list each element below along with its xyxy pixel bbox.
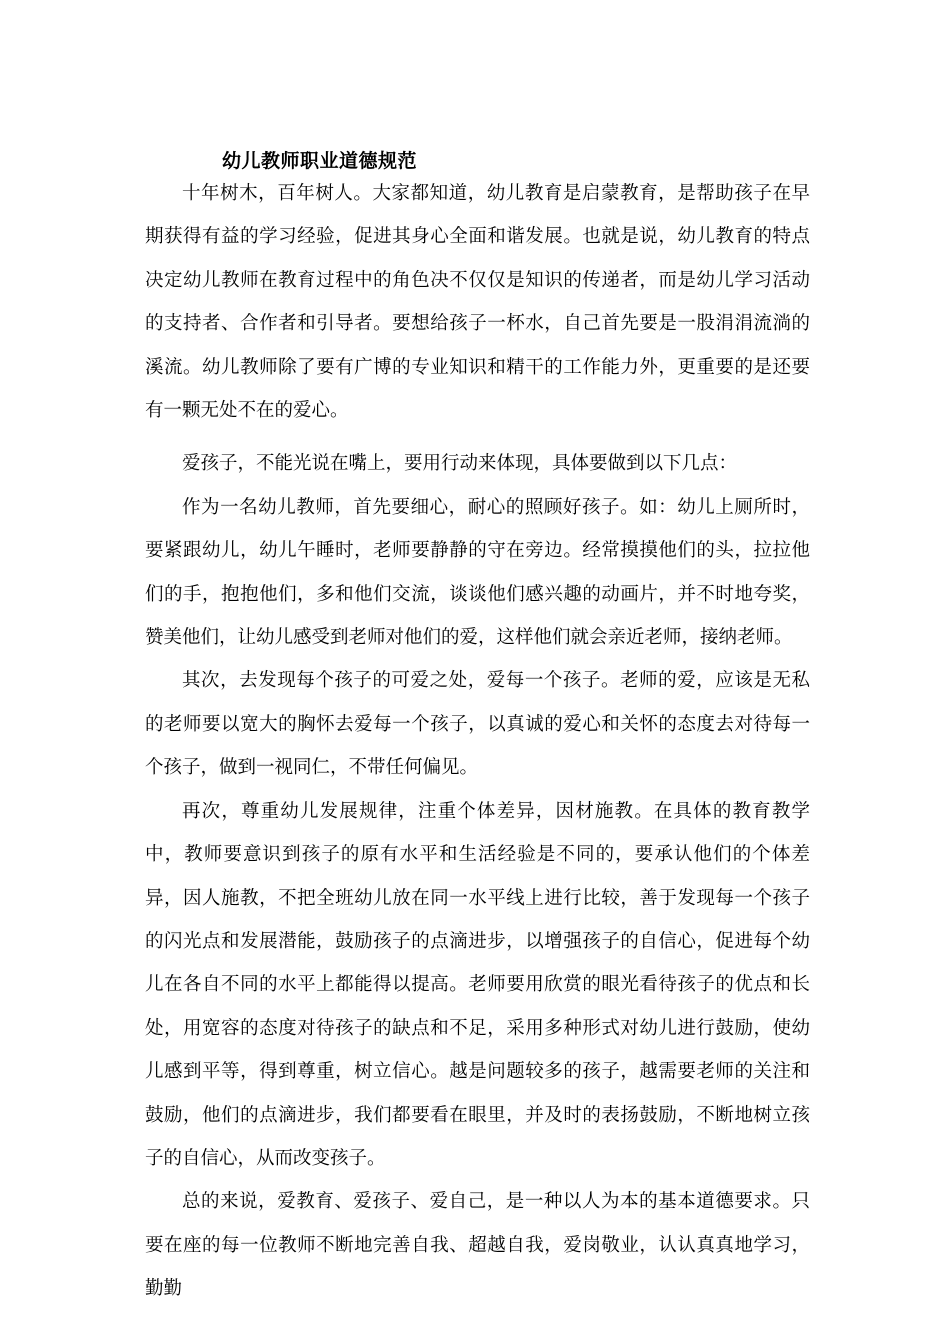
document-title: 幼儿教师职业道德规范 [222, 150, 418, 172]
paragraph-third-point: 再次，尊重幼儿发展规律，注重个体差异，因材施教。在具体的教育教学中，教师要意识到孩子的原有水平和生活经验是不同的，要承认他们的个体差异，因人施教，不把全班幼儿放在同一水平线上进行比较，善于发现每一个孩子的闪光点和发展潜能，鼓励孩子的点滴进步，以增强孩子的自信心，促进每个幼儿在各自不同的水平上都能得以提高。老师要用欣赏的眼光看待孩子的优点和长处，用宽容的态度对待孩子的缺点和不足，采用多种形式对幼儿进行鼓励，使幼儿感到平等，得到尊重，树立信心。越是问题较多的孩子，越需要老师的关注和鼓励，他们的点滴进步，我们都要看在眼里，并及时的表扬鼓励，不断地树立孩子的自信心，从而改变孩子。 [145, 800, 810, 1169]
paragraph-second-point: 其次，去发现每个孩子的可爱之处，爱每一个孩子。老师的爱，应该是无私的老师要以宽大的胸怀去爱每一个孩子，以真诚的爱心和关怀的态度去对待每一个孩子，做到一视同仁，不带任何偏见。 [145, 670, 810, 779]
paragraph-first-point: 作为一名幼儿教师，首先要细心，耐心的照顾好孩子。如：幼儿上厕所时，要紧跟幼儿，幼儿午睡时，老师要静静的守在旁边。经常摸摸他们的头，拉拉他们的手，抱抱他们，多和他们交流，谈谈他们感兴趣的动画片，并不时地夸奖，赞美他们，让幼儿感受到老师对他们的爱，这样他们就会亲近老师，接纳老师。 [145, 496, 810, 649]
paragraph-love-children: 爱孩子，不能光说在嘴上，要用行动来体现，具体要做到以下几点： [182, 453, 738, 475]
document-body [145, 172, 810, 1311]
paragraph-conclusion: 总的来说，爱教育、爱孩子、爱自己，是一种以人为本的基本道德要求。只要在座的每一位教师不断地完善自我、超越自我，爱岗敬业，认认真真地学习，勤勤 [145, 1191, 810, 1300]
paragraph-intro: 十年树木，百年树人。大家都知道，幼儿教育是启蒙教育，是帮助孩子在早期获得有益的学习经验，促进其身心全面和谐发展。也就是说，幼儿教育的特点决定幼儿教师在教育过程中的角色决不仅仅是知识的传递者，而是幼儿学习活动的支持者、合作者和引导者。要想给孩子一杯水，自己首先要是一股涓涓流淌的溪流。幼儿教师除了要有广博的专业知识和精干的工作能力外，更重要的是还要有一颗无处不在的爱心。 [145, 183, 810, 422]
